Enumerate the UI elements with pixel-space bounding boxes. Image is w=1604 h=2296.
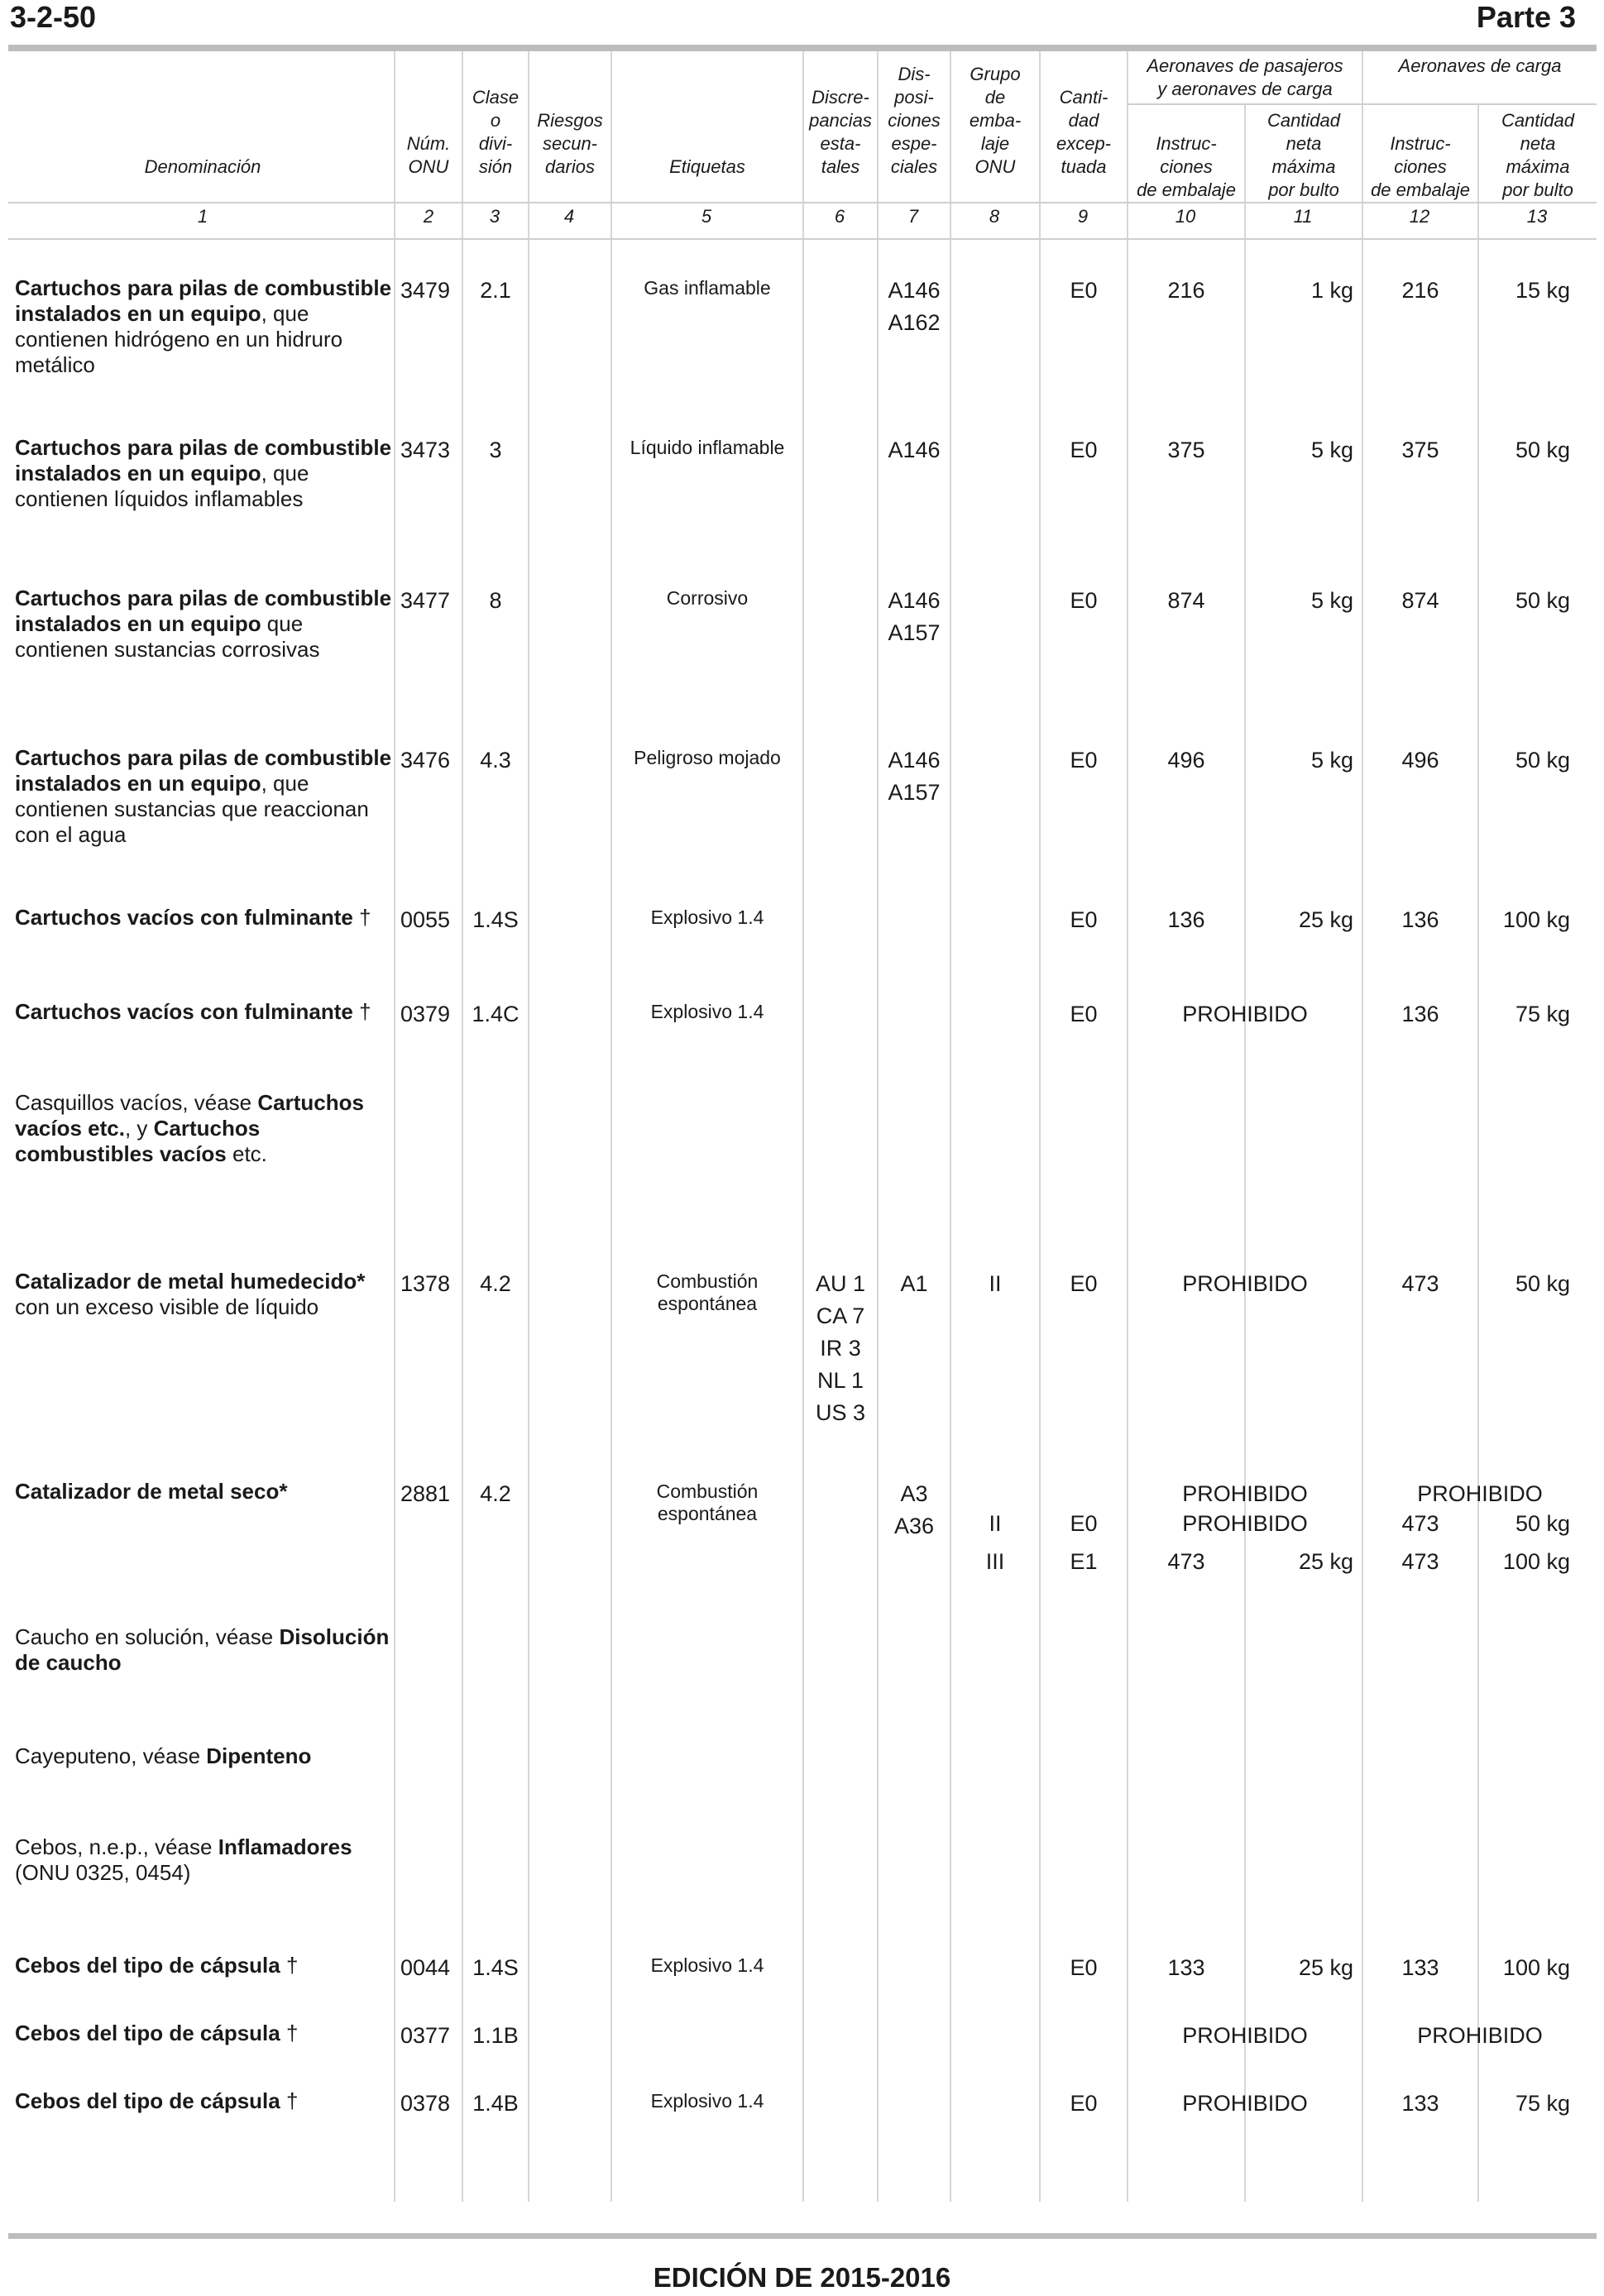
class-division: 3 [489,438,502,462]
entry-name: Cartuchos vacíos con fulminante † [15,905,371,930]
max-net-quantity-pax: 5 kg [1310,748,1353,773]
col-cantidad-1: Cantidad neta máxima por bulto [1266,110,1341,200]
col-cantidad-exceptuada: Canti- dad excep- tuada [1056,87,1112,177]
excepted-quantity: E0 [1070,588,1098,613]
special-provision: A36 [893,1514,935,1538]
label-etiqueta: Peligroso mojado [634,747,781,768]
special-provision: A1 [900,1271,928,1296]
forbidden-pax: PROHIBIDO [1182,2023,1308,2048]
excepted-quantity: E0 [1070,748,1098,773]
col-number: 8 [989,206,1000,227]
max-net-quantity-pax: 25 kg [1298,907,1353,932]
max-net-quantity-cargo: 50 kg [1515,588,1570,613]
class-division: 1.4S [472,907,519,932]
col-disposiciones: Dis- posi- ciones espe- ciales [888,64,941,177]
packing-instruction-pax: 216 [1167,278,1205,303]
col-number: 7 [907,206,919,227]
forbidden-pax: PROHIBIDO [1182,2091,1308,2116]
onu-number: 0379 [400,1002,451,1026]
header-rule [8,202,1597,203]
label-etiqueta: Combustión espontánea [656,1270,759,1314]
onu-number: 2881 [400,1481,451,1506]
special-provision: A146 [888,438,941,462]
packing-instruction-cargo: 133 [1401,1955,1439,1980]
excepted-quantity: E0 [1070,1002,1098,1026]
entry-name: Cebos del tipo de cápsula † [15,2088,299,2113]
class-division: 4.2 [480,1481,511,1506]
col-number: 3 [489,206,500,227]
packing-instruction-cargo: 133 [1401,2091,1439,2116]
onu-number: 3477 [400,588,451,613]
col-number: 11 [1293,206,1313,227]
max-net-quantity-cargo: 50 kg [1515,438,1570,462]
col-divider [877,51,879,2202]
max-net-quantity-cargo: 100 kg [1502,1955,1570,1980]
special-provision: A3 [900,1481,928,1506]
packing-instruction-pax: 496 [1167,748,1205,773]
onu-number: 0044 [400,1955,451,1980]
class-division: 2.1 [480,278,511,303]
packing-instruction-pax: 473 [1167,1549,1205,1574]
max-net-quantity-cargo: 15 kg [1515,278,1570,303]
label-etiqueta: Explosivo 1.4 [650,2090,764,2112]
col-discrepancias: Discre- pancias esta- tales [809,87,872,177]
onu-number: 3476 [400,748,451,773]
max-net-quantity-pax: 5 kg [1310,438,1353,462]
state-variation: IR 3 [820,1336,861,1361]
edition-footer: EDICIÓN DE 2015-2016 [653,2262,951,2293]
excepted-quantity: E0 [1070,907,1098,932]
col-divider [610,51,612,2202]
col-number: 10 [1175,206,1196,227]
label-etiqueta: Explosivo 1.4 [650,906,764,928]
entry-name: Cayeputeno, véase Dipenteno [15,1744,312,1768]
state-variation: AU 1 [815,1271,866,1296]
col-number: 13 [1526,206,1548,227]
packing-instruction-cargo: 473 [1401,1511,1439,1536]
special-provision: A146 [888,748,941,773]
packing-instruction-pax: 136 [1167,907,1205,932]
forbidden-pax: PROHIBIDO [1182,1271,1308,1296]
packing-instruction-cargo: 136 [1401,1002,1439,1026]
packing-instruction-pax: 133 [1167,1955,1205,1980]
forbidden-cargo: PROHIBIDO [1417,1481,1543,1506]
packing-instruction-cargo: 216 [1401,278,1439,303]
col-etiquetas: Etiquetas [669,156,745,177]
excepted-quantity: E0 [1070,1955,1098,1980]
entry-name: Caucho en solución, véase Disolución de caucho [15,1624,390,1675]
class-division: 4.2 [480,1271,511,1296]
packing-instruction-cargo: 473 [1401,1549,1439,1574]
col-divider [462,51,463,2202]
forbidden-cargo: PROHIBIDO [1417,2023,1543,2048]
packing-instruction-pax: 375 [1167,438,1205,462]
col-divider [1477,103,1479,2202]
class-division: 1.4S [472,1955,519,1980]
max-net-quantity-cargo: 50 kg [1515,1511,1570,1536]
excepted-quantity: E0 [1070,278,1098,303]
label-etiqueta: Explosivo 1.4 [650,1954,764,1976]
state-variation: NL 1 [816,1368,864,1393]
max-net-quantity-cargo: 75 kg [1515,1002,1570,1026]
entry-name: Catalizador de metal humedecido* con un exceso visible de líquido [15,1269,366,1319]
bottom-rule [8,2233,1597,2239]
special-provision: A157 [888,620,941,645]
onu-number: 1378 [400,1271,451,1296]
packing-group: II [989,1511,1002,1536]
packing-group: II [989,1271,1002,1296]
state-variation: US 3 [815,1400,866,1425]
max-net-quantity-cargo: 75 kg [1515,2091,1570,2116]
forbidden-pax: PROHIBIDO [1182,1002,1308,1026]
col-divider [528,51,529,2202]
state-variation: CA 7 [816,1303,865,1328]
max-net-quantity-pax: 1 kg [1310,278,1353,303]
class-division: 4.3 [480,748,511,773]
top-rule [8,45,1597,51]
col-divider [802,51,804,2202]
entry-name: Cartuchos vacíos con fulminante † [15,999,371,1024]
special-provision: A146 [888,278,941,303]
onu-number: 0055 [400,907,451,932]
entry-name: Cartuchos para pilas de combustible instalados en un equipo, que contienen hidrógeno en un hidruro metálico [15,275,392,377]
col-cantidad-2: Cantidad neta máxima por bulto [1501,110,1575,200]
col-number: 4 [563,206,575,227]
entry-name: Cebos del tipo de cápsula † [15,1953,299,1978]
part-title: Parte 3 [1476,0,1576,34]
packing-group: III [985,1549,1005,1574]
col-grupo: Grupo de emba- laje ONU [969,64,1022,177]
packing-instruction-cargo: 874 [1401,588,1439,613]
max-net-quantity-pax: 25 kg [1298,1549,1353,1574]
label-etiqueta: Combustión espontánea [656,1480,759,1524]
class-division: 1.4B [472,2091,519,2116]
col-clase: Clase o divi- sión [472,87,520,177]
max-net-quantity-pax: 25 kg [1298,1955,1353,1980]
max-net-quantity-pax: 5 kg [1310,588,1353,613]
excepted-quantity: E0 [1070,2091,1098,2116]
col-divider [1127,51,1128,2202]
excepted-quantity: E0 [1070,438,1098,462]
packing-instruction-cargo: 496 [1401,748,1439,773]
label-etiqueta: Líquido inflamable [630,437,785,458]
col-divider [950,51,951,2202]
numbers-rule [8,238,1597,240]
col-divider [1039,51,1041,2202]
packing-instruction-cargo: 136 [1401,907,1439,932]
onu-number: 0377 [400,2023,451,2048]
label-etiqueta: Gas inflamable [644,277,771,299]
special-provision: A162 [888,310,941,335]
col-number: 12 [1409,206,1430,227]
class-division: 1.4C [472,1002,520,1026]
entry-name: Cartuchos para pilas de combustible instalados en un equipo, que contienen sustancias que reaccionan con el agua [15,745,392,847]
col-divider [1362,51,1363,2202]
entry-name: Casquillos vacíos, véase Cartuchos vacíos etc., y Cartuchos combustibles vacíos etc. [15,1090,364,1166]
packing-instruction-cargo: 375 [1401,438,1439,462]
col-number: 9 [1077,206,1089,227]
col-divider [1244,103,1246,2202]
col-number: 1 [197,206,208,227]
col-denominacion: Denominación [144,156,261,177]
col-instrucciones-2: Instruc- ciones de embalaje [1371,133,1470,200]
onu-number: 0378 [400,2091,451,2116]
group-carga: Aeronaves de carga [1398,55,1562,76]
col-number: 5 [701,206,712,227]
max-net-quantity-cargo: 100 kg [1502,1549,1570,1574]
col-riesgos: Riesgos secun- darios [537,110,603,177]
entry-name: Cebos, n.e.p., véase Inflamadores (ONU 0325, 0454) [15,1834,352,1885]
col-num-onu: Núm. ONU [406,133,451,177]
excepted-quantity: E0 [1070,1271,1098,1296]
forbidden-pax: PROHIBIDO [1182,1511,1308,1536]
label-etiqueta: Corrosivo [666,587,749,609]
packing-instruction-cargo: 473 [1401,1271,1439,1296]
class-division: 1.1B [472,2023,519,2048]
special-provision: A146 [888,588,941,613]
group-rule [1127,103,1597,105]
onu-number: 3473 [400,438,451,462]
group-pasajeros: Aeronaves de pasajeros y aeronaves de carga [1147,55,1343,99]
onu-number: 3479 [400,278,451,303]
col-number: 2 [423,206,434,227]
col-instrucciones-1: Instruc- ciones de embalaje [1137,133,1236,200]
max-net-quantity-cargo: 50 kg [1515,1271,1570,1296]
col-number: 6 [834,206,845,227]
max-net-quantity-cargo: 100 kg [1502,907,1570,932]
entry-name: Cartuchos para pilas de combustible instalados en un equipo que contienen sustancias corrosivas [15,586,392,662]
packing-instruction-pax: 874 [1167,588,1205,613]
page-number: 3-2-50 [10,0,97,34]
entry-name: Catalizador de metal seco* [15,1479,288,1504]
class-division: 8 [489,588,502,613]
special-provision: A157 [888,780,941,805]
label-etiqueta: Explosivo 1.4 [650,1001,764,1022]
max-net-quantity-cargo: 50 kg [1515,748,1570,773]
entry-name: Cebos del tipo de cápsula † [15,2021,299,2045]
excepted-quantity: E0 [1070,1511,1098,1536]
forbidden-pax: PROHIBIDO [1182,1481,1308,1506]
entry-name: Cartuchos para pilas de combustible instalados en un equipo, que contienen líquidos inflamables [15,435,392,511]
excepted-quantity: E1 [1070,1549,1098,1574]
